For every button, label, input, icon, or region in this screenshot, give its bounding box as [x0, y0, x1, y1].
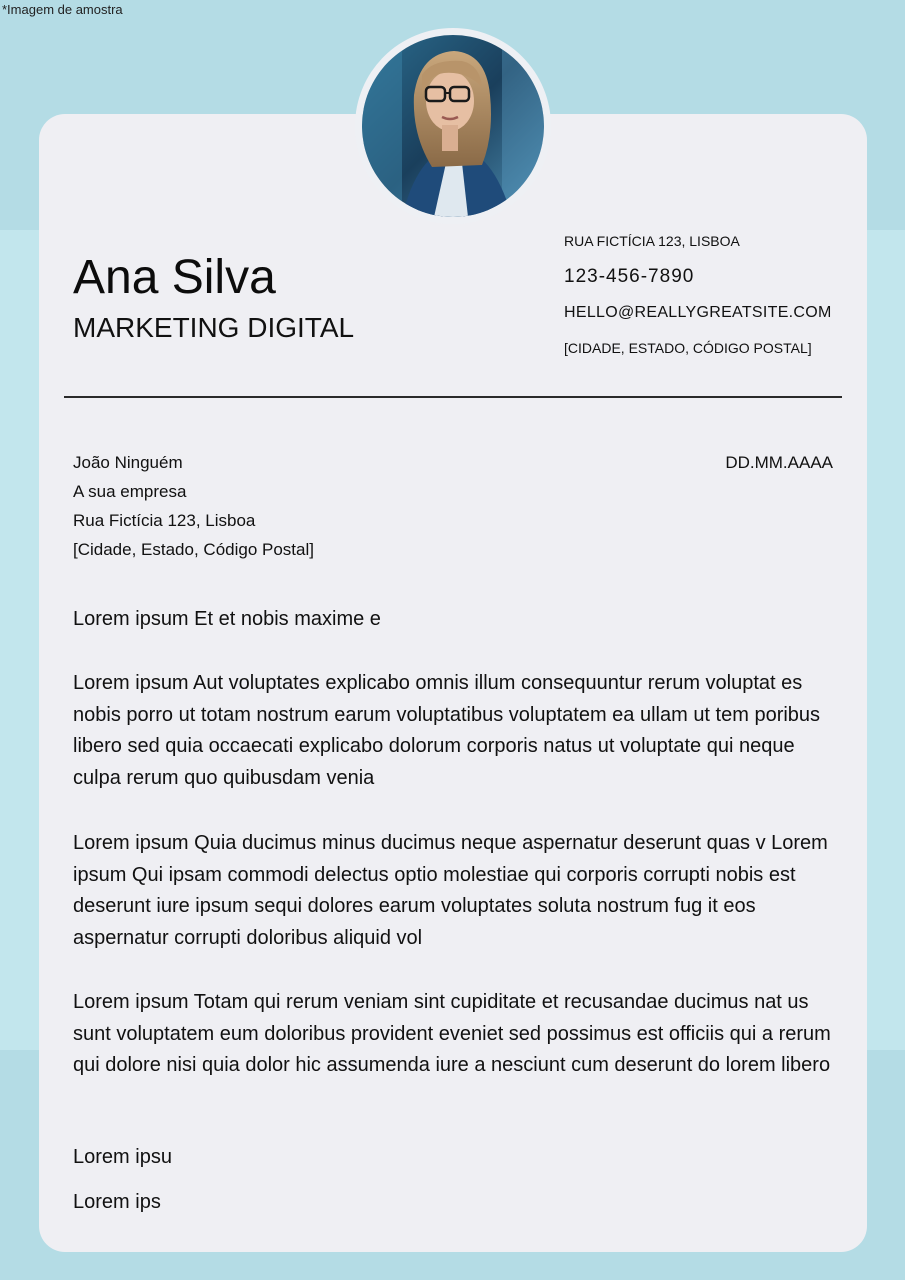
- contact-postal: [CIDADE, ESTADO, CÓDIGO POSTAL]: [564, 340, 812, 356]
- recipient-block: [73, 448, 314, 564]
- contact-phone: 123-456-7890: [564, 266, 695, 287]
- header-divider: [64, 396, 842, 398]
- applicant-name: Ana Silva: [73, 251, 276, 304]
- recipient-name: João Ninguém: [73, 453, 183, 472]
- recipient-company: A sua empresa: [73, 482, 187, 501]
- applicant-role: MARKETING DIGITAL: [73, 312, 355, 343]
- letter-signature: Lorem ips: [73, 1191, 161, 1213]
- letter-date: DD.MM.AAAA: [725, 453, 833, 472]
- contact-address: RUA FICTÍCIA 123, LISBOA: [564, 233, 740, 249]
- letter-paragraph-3: Lorem ipsum Totam qui rerum veniam sint cupiditate et recusandae ducimus nat us sunt voluptatem eum doloribus provident eveniet sed possimus est officiis qui a rerum qui dolore nisi quia dolor hic assumenda iure a nesciunt cum deserunt do lorem libero: [73, 991, 831, 1076]
- letter-paragraph-1: Lorem ipsum Aut voluptates explicabo omnis illum consequuntur rerum voluptat es nobis porro ut totam nostrum earum voluptatibus voluptatem ea ullam ut tem poribus libero sed quia occaecati explicabo dolorum corporis natus ut voluptate qui neque culpa rerum quo quibusdam venia: [73, 672, 821, 789]
- letter-paragraph-2: Lorem ipsum Quia ducimus minus ducimus neque aspernatur deserunt quas v Lorem ipsum Qui ipsam commodi delectus optio molestiae qui corporis corrupti nobis est deserunt iure ipsum sequi dolores earum voluptates soluta nostrum fug it eos aspernatur corrupti doloribus aliquid vol: [73, 832, 828, 949]
- contact-email: HELLO@REALLYGREATSITE.COM: [564, 304, 832, 321]
- letter-closing: Lorem ipsu: [73, 1146, 172, 1168]
- recipient-postal: [Cidade, Estado, Código Postal]: [73, 540, 314, 559]
- avatar: [362, 35, 544, 217]
- recipient-address: Rua Fictícia 123, Lisboa: [73, 511, 256, 530]
- sample-watermark: *Imagem de amostra: [2, 2, 123, 17]
- letter-greeting: Lorem ipsum Et et nobis maxime e: [73, 608, 381, 630]
- profile-photo: [362, 35, 544, 217]
